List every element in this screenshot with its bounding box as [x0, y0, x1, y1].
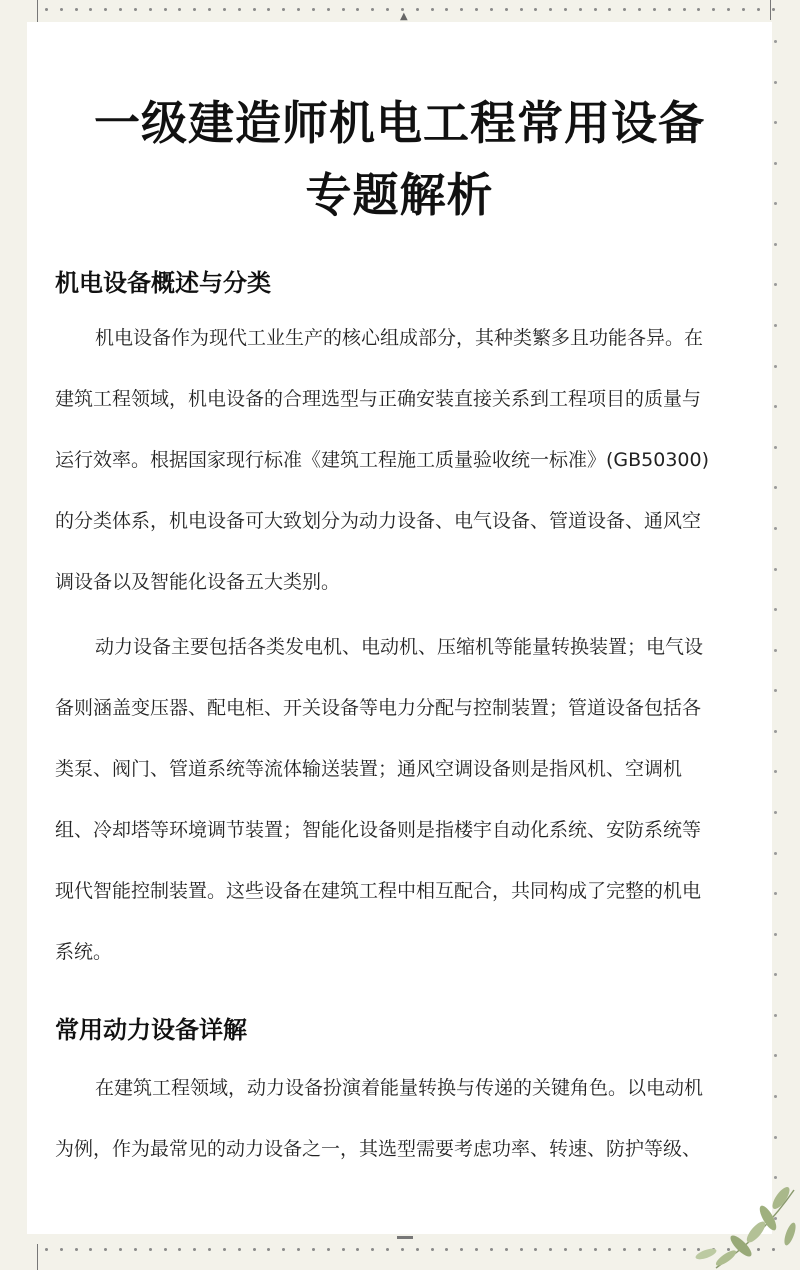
- paragraph-overview-2: [55, 617, 745, 983]
- text-line: 为例，作为最常见的动力设备之一，其选型需要考虑功率、转速、防护等级、: [55, 1138, 702, 1160]
- text-line: 调设备以及智能化设备五大类别。: [55, 571, 341, 593]
- text-line: 现代智能控制装置。这些设备在建筑工程中相互配合，共同构成了完整的机电: [55, 880, 702, 902]
- corner-line-top-right: [770, 0, 771, 20]
- title-line-2: 专题解析: [305, 168, 494, 222]
- triangle-marker-icon: ▲: [400, 11, 408, 22]
- corner-line-bottom-left: [37, 1244, 38, 1270]
- text-line: 类泵、阀门、管道系统等流体输送装置；通风空调设备则是指风机、空调机: [55, 758, 683, 780]
- section-heading-overview: 机电设备概述与分类: [55, 269, 271, 297]
- title-line-1: 一级建造师机电工程常用设备: [94, 96, 705, 150]
- bottom-dotted-border: [45, 1246, 775, 1252]
- text-line: 机电设备作为现代工业生产的核心组成部分，其种类繁多且功能各异。在: [95, 327, 704, 349]
- section-heading-power-equipment: 常用动力设备详解: [55, 1016, 247, 1044]
- leaf-branch-icon: [686, 1170, 800, 1270]
- paragraph-power-equipment-1: [55, 1058, 745, 1180]
- text-line: 建筑工程领域，机电设备的合理选型与正确安装直接关系到工程项目的质量与: [55, 388, 702, 410]
- text-line: 备则涵盖变压器、配电柜、开关设备等电力分配与控制装置；管道设备包括各: [55, 697, 702, 719]
- document-page: [27, 22, 772, 1234]
- top-dotted-border: [45, 6, 775, 12]
- corner-line-top-left: [37, 0, 38, 24]
- document-title: [27, 87, 772, 231]
- paragraph-overview-1: [55, 308, 745, 613]
- text-line: 系统。: [55, 941, 113, 963]
- text-line: 的分类体系，机电设备可大致划分为动力设备、电气设备、管道设备、通风空: [55, 510, 702, 532]
- text-line: 组、冷却塔等环境调节装置；智能化设备则是指楼宇自动化系统、安防系统等: [55, 819, 702, 841]
- bottom-dash-marker: [397, 1236, 413, 1239]
- text-line: 在建筑工程领域，动力设备扮演着能量转换与传递的关键角色。以电动机: [95, 1077, 704, 1099]
- right-dotted-border: [774, 40, 778, 1220]
- text-line: 运行效率。根据国家现行标准《建筑工程施工质量验收统一标准》(GB50300): [55, 449, 710, 471]
- text-line: 动力设备主要包括各类发电机、电动机、压缩机等能量转换装置；电气设: [95, 636, 704, 658]
